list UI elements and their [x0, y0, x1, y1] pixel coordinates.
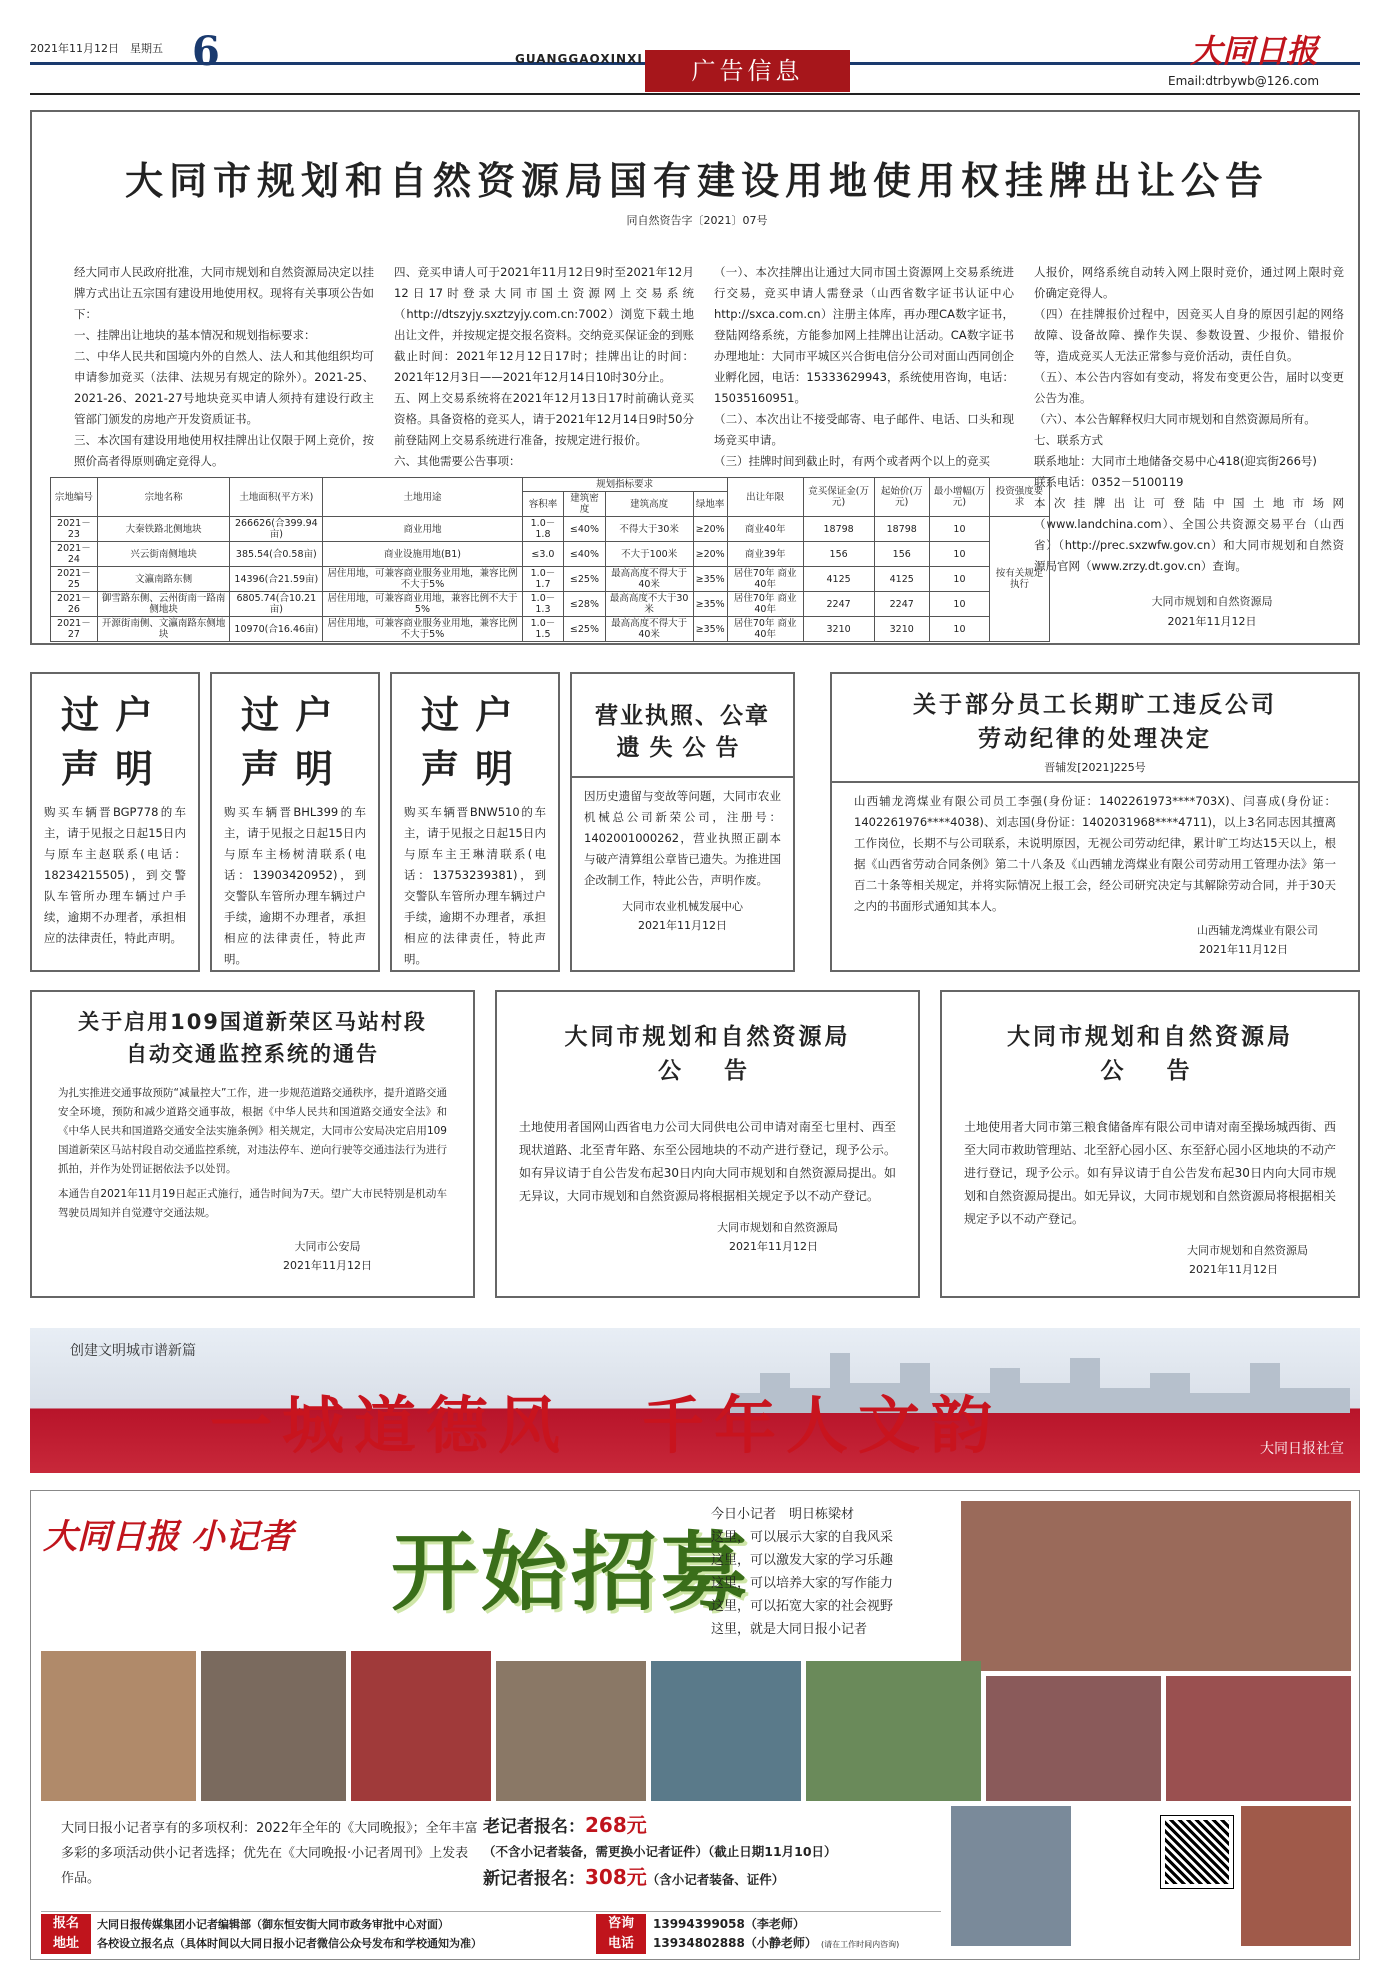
th-green: 绿地率: [693, 492, 727, 517]
absence-body: 山西辅龙湾煤业有限公司员工李强(身份证：1402261973****703X)、闫喜成(身份证：1402261976****4038)、刘志国(身份证：1402031968****4711)，以上3名同志因其擅离工作岗位，长期不与公司联系，未说明原因，无视公司劳动纪律，累计旷工均达15天以上，根据《山西省劳动合同条例》第二十八条及《山西辅龙湾煤业有限公司劳动用工管理办法》第一百二十条等相关规定，并将实际情况上报工会，经公司研究决定与其解除劳动合同，并于30天之内的书面形式通知其本人。: [854, 794, 1336, 913]
cell: 大秦铁路北侧地块: [97, 517, 230, 542]
transfer-body: 购买车辆晋BNW510的车主，请于见报之日起15日内与原车主王琳清联系(电话：13753239381)，到交警队车管所办理车辆过户手续，逾期不办理者，承担相应的法律责任，特此声明。: [404, 805, 546, 966]
absence-org: 山西辅龙湾煤业有限公司: [1197, 924, 1318, 937]
cell: 10: [929, 592, 989, 617]
recruit-line: 这里，可以展示大家的自我风采: [711, 1530, 894, 1545]
th-use: 土地用途: [323, 478, 522, 517]
th-term: 出让年限: [727, 478, 803, 517]
transfer-body: 购买车辆晋BGP778的车主，请于见报之日起15日内与原车主赵联系(电话：18234215505)，到交警队车管所办理车辆过户手续，逾期不办理者，承担相应的法律责任，特此声明。: [44, 805, 186, 945]
cell: 4125: [803, 567, 874, 592]
cell: 最高高度不大于30米: [605, 592, 693, 617]
cell: 1.0－1.3: [522, 592, 564, 617]
cell: 居住70年 商业40年: [727, 592, 803, 617]
cell: ≤40%: [564, 542, 605, 567]
cell: 18798: [874, 517, 929, 542]
table-row: [51, 592, 1050, 617]
cell: 居住用地，可兼容商业用地，兼容比例不大于5%: [323, 592, 522, 617]
activity-photo: [496, 1661, 646, 1801]
cell: ≤25%: [564, 567, 605, 592]
traffic-org: 大同市公安局: [294, 1240, 361, 1253]
transfer-notice-2: [210, 672, 380, 972]
recruit-line: 今日小记者 明日栋梁材: [711, 1507, 855, 1522]
notice-sign-org: 大同市规划和自然资源局: [1151, 595, 1273, 608]
cell: 商业40年: [727, 517, 803, 542]
addr-lines: [97, 1915, 482, 1953]
cell: 2021－25: [51, 567, 98, 592]
cell: 10: [929, 517, 989, 542]
cell: 居住用地，可兼容商业服务业用地，兼容比例不大于5%: [323, 617, 522, 642]
tel-badge-line2: 电话: [607, 1936, 634, 1951]
reg2-title-line1: 大同市规划和自然资源局: [1007, 1024, 1293, 1050]
addr-badge-line2: 地址: [52, 1936, 79, 1951]
old-label: 老记者报名：: [483, 1817, 585, 1837]
cell: 开源街南侧、文瀛南路东侧地块: [97, 617, 230, 642]
newspaper-logo: 大同日报: [1190, 32, 1319, 70]
reg1-org: 大同市规划和自然资源局: [717, 1221, 838, 1234]
reg2-org: 大同市规划和自然资源局: [1187, 1244, 1308, 1257]
reg1-date: 2021年11月12日: [729, 1240, 818, 1253]
absence-title-line1: 关于部分员工长期旷工违反公司: [913, 692, 1277, 718]
tel-line: 13994399058（李老师）: [653, 1917, 805, 1931]
reg2-title-line2: 公 告: [1100, 1058, 1200, 1084]
recruit-line: 这里，就是大同日报小记者: [711, 1622, 868, 1637]
cell: 2021－27: [51, 617, 98, 642]
activity-photo: [1166, 1676, 1351, 1801]
banner-slogan: 一城道德风 千年人文韵: [210, 1389, 1003, 1462]
table-row: [51, 542, 1050, 567]
recruit-slogans: [711, 1503, 961, 1641]
traffic-title-line2: 自动交通监控系统的通告: [126, 1042, 379, 1066]
notice-doc-number: 同自然资告字〔2021〕07号: [626, 214, 768, 227]
reg1-title-line1: 大同市规划和自然资源局: [564, 1024, 851, 1050]
cell: 居住70年 商业40年: [727, 617, 803, 642]
th-height: 建筑高度: [605, 492, 693, 517]
header-email: Email:dtrbywb@126.com: [1168, 74, 1320, 88]
cell: 商业用地: [323, 517, 522, 542]
activity-photo: [961, 1501, 1351, 1671]
cell: 居住用地，可兼容商业服务业用地，兼容比例不大于5%: [323, 567, 522, 592]
recruit-headline: 开始招募: [391, 1522, 751, 1623]
section-title: 广告信息: [645, 50, 850, 92]
table-row: [51, 617, 1050, 642]
addr-line: 各校设立报名点（具体时间以大同日报小记者微信公众号发布和学校通知为准）: [97, 1937, 482, 1950]
addr-badge: [41, 1914, 91, 1954]
tel-badge-line1: 咨询: [607, 1916, 634, 1931]
transfer-title-line1: 过户: [240, 692, 349, 737]
cell: 385.54(合0.58亩): [230, 542, 323, 567]
cell: 10: [929, 617, 989, 642]
transfer-title: [212, 688, 378, 796]
absence-title-line2: 劳动纪律的处理决定: [978, 726, 1212, 752]
transfer-notice-3: [390, 672, 560, 972]
land-registration-notice-2: [940, 990, 1360, 1298]
cell: 居住70年 商业40年: [727, 567, 803, 592]
license-title-line2: 遗失公告: [616, 735, 749, 761]
cell: 最高高度不得大于40米: [605, 617, 693, 642]
reg2-date: 2021年11月12日: [1189, 1263, 1278, 1276]
traffic-body-2: 本通告自2021年11月19日起正式施行，通告时间为7天。望广大市民特别是机动车驾驶员周知并自觉遵守交通法规。: [58, 1188, 447, 1219]
addr-line: 大同日报传媒集团小记者编辑部（御东恒安街大同市政务审批中心对面）: [97, 1918, 449, 1931]
license-date: 2021年11月12日: [638, 919, 727, 932]
cell: 最高高度不得大于40米: [605, 567, 693, 592]
cell: 御雪路东侧、云州街南一路南侧地块: [97, 592, 230, 617]
reg1-body: 土地使用者国网山西省电力公司大同供电公司申请对南至七里村、西至现状道路、北至青年路、东至公园地块的不动产进行登记，现予公示。如有异议请于自公告发布起30日内向大同市规划和自然资源局提出。如无异议，大同市规划和自然资源局将根据相关规定予以不动产登记。: [519, 1120, 896, 1203]
reg1-title-line2: 公 告: [658, 1058, 757, 1084]
license-title-line1: 营业执照、公章: [595, 703, 770, 729]
cell: 2021－23: [51, 517, 98, 542]
cell: 10: [929, 567, 989, 592]
th-name: 宗地名称: [97, 478, 230, 517]
recruit-rights: 大同日报小记者享有的多项权利：2022年全年的《大同晚报》；全年丰富多彩的多项活动供小记者选择；优先在《大同晚报·小记者周刊》上发表作品。: [61, 1821, 478, 1886]
civility-banner: [30, 1328, 1360, 1473]
section-pinyin: GUANGGAOXINXI: [515, 52, 643, 66]
tel-line: 13934802888（小静老师）: [653, 1936, 817, 1950]
land-auction-notice: [30, 110, 1360, 645]
transfer-title-line2: 声明: [60, 746, 169, 791]
land-parcel-table: [50, 477, 1050, 642]
new-label: 新记者报名：: [483, 1869, 585, 1889]
transfer-title-line2: 声明: [240, 746, 349, 791]
notice-column-2: 四、竞买申请人可于2021年11月12日9时至2021年12月12日17时登录大同市国土资源网上交易系统（http://dtszyjy.sxztzyjy.com.cn:7002）浏览下载土地出让文件，并按规定提交报名资料。交纳竞买保证金的到账截止时间：2021年12月12日17时；挂牌出让的时间：2021年12月3日——2021年12月14日10时30分止。 五、网上交易系统将在2021年12月13日17时前确认竞买资格。具备资格的竞买人，请于2021年12月14日9时50分前登陆网上交易系统进行准备，按规定进行报价。 六、其他需要公告事项：: [394, 265, 694, 468]
cell: 6805.74(合10.21亩): [230, 592, 323, 617]
tel-note: (请在工作时间内咨询): [821, 1940, 900, 1949]
cell: 3210: [803, 617, 874, 642]
old-note: （不含小记者装备，需更换小记者证件）（截止日期11月10日）: [483, 1844, 837, 1859]
cell: 文瀛南路东侧: [97, 567, 230, 592]
th-density: 建筑密度: [564, 492, 605, 517]
reporter-recruit-ad: [30, 1490, 1360, 1960]
cell: 4125: [874, 567, 929, 592]
license-lost-notice: [570, 672, 795, 972]
traffic-camera-notice: [30, 990, 475, 1298]
cell: 10: [929, 542, 989, 567]
table-row: [51, 517, 1050, 542]
header-rule-bottom: [30, 93, 1360, 95]
cell: 156: [803, 542, 874, 567]
transfer-title-line1: 过户: [420, 692, 529, 737]
th-increment: 最小增幅(万元): [929, 478, 989, 517]
cell: ≤40%: [564, 517, 605, 542]
transfer-notice-1: [30, 672, 200, 972]
banner-org: 大同日报社宣: [1260, 1441, 1344, 1457]
recruit-line: 这里，可以激发大家的学习乐趣: [711, 1553, 894, 1568]
recruit-line: 这里，可以拓宽大家的社会视野: [711, 1599, 894, 1614]
new-note: （含小记者装备、证件）: [646, 1872, 785, 1887]
cell: 商业39年: [727, 542, 803, 567]
activity-photo: [201, 1651, 346, 1801]
addr-badge-line1: 报名: [52, 1916, 79, 1931]
cell: 2021－26: [51, 592, 98, 617]
notice-column-1: 经大同市人民政府批准，大同市规划和自然资源局决定以挂牌方式出让五宗国有建设用地使用权。现将有关事项公告如下： 一、挂牌出让地块的基本情况和规划指标要求： 二、中华人民共和国境内外的自然人、法人和其他组织均可申请参加竞买（法律、法规另有规定的除外）。2021-25、2021-26、2021-27号地块竞买申请人须持有建设行政主管部门颁发的房地产开发资质证书。 三、本次国有建设用地使用权挂牌出让仅限于网上竞价，按照价高者得原则确定竞得人。: [74, 265, 374, 468]
activity-photo: [41, 1651, 196, 1801]
transfer-title-line1: 过户: [60, 692, 169, 737]
recruit-logo: 大同日报 小记者: [43, 1517, 293, 1557]
activity-photo: [806, 1661, 981, 1801]
th-invest: 投资强度要求: [990, 478, 1050, 517]
cell: ≤3.0: [522, 542, 564, 567]
th-deposit: 竞买保证金(万元): [803, 478, 874, 517]
page-number: 6: [192, 28, 220, 75]
cell: 1.0－1.5: [522, 617, 564, 642]
th-far: 容积率: [522, 492, 564, 517]
license-body: 因历史遗留与变故等问题，大同市农业机械总公司新荣公司，注册号：1402001000262，营业执照正副本与破产清算组公章皆已遗失。为推进国企改制工作，特此公告，声明作废。: [584, 789, 781, 887]
cell: 1.0－1.8: [522, 517, 564, 542]
absence-date: 2021年11月12日: [1199, 943, 1288, 956]
th-code: 宗地编号: [51, 478, 98, 517]
cell: 14396(合21.59亩): [230, 567, 323, 592]
cell: 18798: [803, 517, 874, 542]
cell: 2247: [803, 592, 874, 617]
transfer-title: [392, 688, 558, 796]
cell: 1.0－1.7: [522, 567, 564, 592]
activity-photo: [351, 1651, 491, 1801]
notice-title: 大同市规划和自然资源局国有建设用地使用权挂牌出让公告: [124, 158, 1269, 203]
banner-subtitle: 创建文明城市谱新篇: [70, 1343, 196, 1359]
transfer-title-line2: 声明: [420, 746, 529, 791]
recruit-line: 这里，可以培养大家的写作能力: [711, 1576, 894, 1591]
old-price: 268元: [585, 1813, 647, 1837]
cell: ≥35%: [693, 617, 727, 642]
traffic-body-1: 为扎实推进交通事故预防“减量控大”工作，进一步规范道路交通秩序，提升道路交通安全环境，预防和减少道路交通事故，根据《中华人民共和国道路交通安全法》和《中华人民共和国道路交通安全法实施条例》相关规定，大同市公安局决定启用109国道新荣区马站村段自动交通监控系统，对违法停车、逆向行驶等交通违法行为进行抓拍，并作为处罚证据依法予以处罚。: [58, 1087, 447, 1175]
cell: 不得大于30米: [605, 517, 693, 542]
notice-column-4: 人报价，网络系统自动转入网上限时竞价，通过网上限时竞价确定竞得人。 （四）在挂牌报价过程中，因竞买人自身的原因引起的网络故障、设备故障、操作失误、参数设置、少报价、错报价等，造成竞买人无法正常参与竞价活动，责任自负。 （五）、本公告内容如有变动，将发布变更公告，届时以变更公告为准。 （六）、本公告解释权归大同市规划和自然资源局所有。 七、联系方式 联系地址：大同市土地储备交易中心418(迎宾街266号) 联系电话：0352－5100119 本次挂牌出让可登陆中国土地市场网（www.landchina.com）、全国公共资源交易平台（山西省）（http://prec.sxzwfw.gov.cn）和大同市规划和自然资源局官网（www.zrzy.dt.gov.cn）查询。: [1034, 265, 1344, 573]
land-registration-notice-1: [495, 990, 920, 1298]
cell: ≤25%: [564, 617, 605, 642]
new-price: 308元: [585, 1865, 647, 1889]
cell: ≥20%: [693, 517, 727, 542]
cell: 2021－24: [51, 542, 98, 567]
license-org: 大同市农业机械发展中心: [622, 900, 743, 913]
traffic-date: 2021年11月12日: [283, 1259, 372, 1272]
cell: 不大于100米: [605, 542, 693, 567]
activity-photo: [986, 1676, 1161, 1801]
absence-decision-notice: [830, 672, 1360, 972]
cell: ≤28%: [564, 592, 605, 617]
cell: 10970(合16.46亩): [230, 617, 323, 642]
cell: 266626(合399.94亩): [230, 517, 323, 542]
tel-badge: [596, 1914, 646, 1954]
absence-doc-number: 晋辅发[2021]225号: [1044, 761, 1146, 774]
cell: 兴云街南侧地块: [97, 542, 230, 567]
notice-sign-date: 2021年11月12日: [1167, 615, 1257, 628]
cell-invest: 按有关规定执行: [990, 517, 1050, 642]
transfer-title: [32, 688, 198, 796]
cell: 3210: [874, 617, 929, 642]
transfer-body: 购买车辆晋BHL399的车主，请于见报之日起15日内与原车主杨树清联系(电话：13903420952)，到交警队车管所办理车辆过户手续，逾期不办理者，承担相应的法律责任，特此声明。: [224, 805, 366, 966]
cell: 2247: [874, 592, 929, 617]
th-area: 土地面积(平方米): [230, 478, 323, 517]
notice-column-3: （一）、本次挂牌出让通过大同市国土资源网上交易系统进行交易，竞买申请人需登录（山西省数字证书认证中心http://sxca.com.cn）注册主体库，再办理CA数字证书，登陆网络系统，方能参加网上挂牌出让活动。CA数字证书办理地址：大同市平城区兴合街电信分公司对面山西同创企业孵化园，电话：15333629943，系统使用咨询，电话：15035160951。 （二）、本次出让不接受邮寄、电子邮件、电话、口头和现场竞买申请。 （三）挂牌时间到截止时，有两个或者两个以上的竞买: [714, 265, 1014, 468]
recruit-contact-bar: [41, 1911, 941, 1955]
activity-photo: [1241, 1806, 1351, 1946]
th-plan-group: 规划指标要求: [522, 478, 727, 492]
th-start-price: 起始价(万元): [874, 478, 929, 517]
activity-photo: [651, 1661, 801, 1801]
cell: ≥35%: [693, 567, 727, 592]
activity-photo: [951, 1806, 1071, 1946]
traffic-title-line1: 关于启用109国道新荣区马站村段: [78, 1010, 427, 1034]
cell: ≥35%: [693, 592, 727, 617]
cell: ≥20%: [693, 542, 727, 567]
table-row: [51, 567, 1050, 592]
recruit-pricing: [483, 1811, 953, 1894]
tel-lines: [653, 1915, 899, 1954]
cell: 156: [874, 542, 929, 567]
cell: 商业设施用地(B1): [323, 542, 522, 567]
reg2-body: 土地使用者大同市第三粮食储备库有限公司申请对南至操场城西街、西至大同市救助管理站、北至舒心园小区、东至舒心园小区地块的不动产进行登记，现予公示。如有异议请于自公告发布起30日内向大同市规划和自然资源局提出。如无异议，大同市规划和自然资源局将根据相关规定予以不动产登记。: [964, 1120, 1337, 1226]
qr-code-icon: [1161, 1816, 1233, 1888]
header-date: 2021年11月12日 星期五: [30, 42, 163, 55]
